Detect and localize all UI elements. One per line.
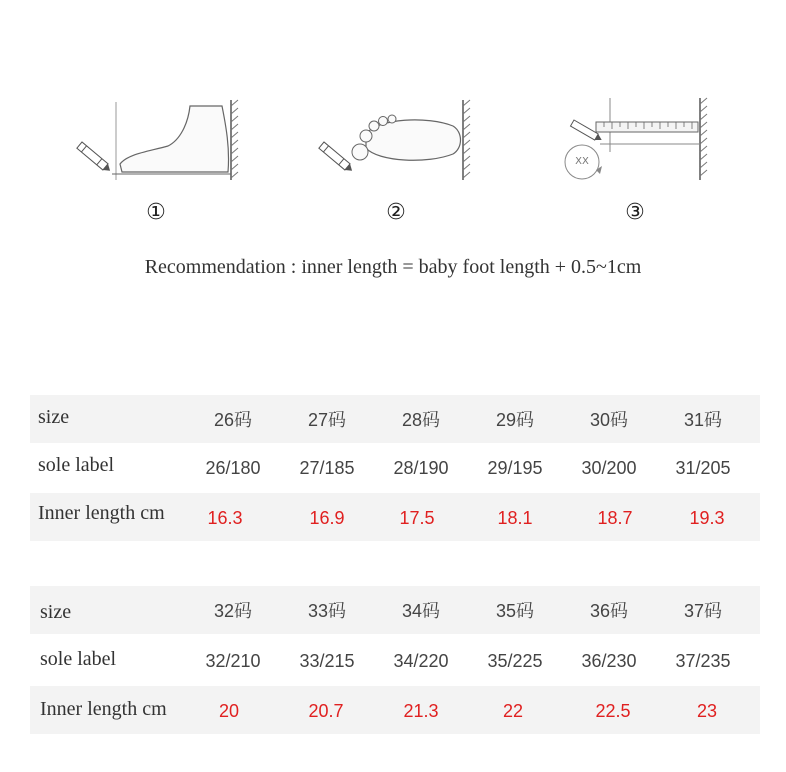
sole-cell: 28/190 [393, 458, 449, 478]
sole-row [30, 443, 760, 491]
size-cell: 35码 [495, 601, 535, 621]
sole-cell: 27/185 [299, 458, 355, 478]
size-cell: 27码 [307, 410, 347, 430]
sole-cell: 31/205 [675, 458, 731, 478]
inner-length-cell: 22 [502, 701, 524, 721]
sole-cell: 29/195 [487, 458, 543, 478]
size-cell: 36码 [589, 601, 629, 621]
sole-cell: 26/180 [205, 458, 261, 478]
size-row-label: size [38, 406, 70, 428]
sole-row [30, 636, 760, 684]
step-number-1: ① [146, 200, 166, 225]
size-cell: 28码 [401, 410, 441, 430]
inner-length-cell: 19.3 [689, 508, 725, 528]
sole-cell: 32/210 [205, 651, 261, 671]
ruler-mark-label: XX [575, 156, 589, 167]
sole-cell: 33/215 [299, 651, 355, 671]
inner-length-cell: 16.9 [309, 508, 345, 528]
size-row-label: size [40, 601, 72, 623]
size-row [30, 395, 760, 443]
foot-side-illustration [76, 92, 241, 187]
sole-cell: 30/200 [581, 458, 637, 478]
inner-length-cell: 18.1 [497, 508, 533, 528]
inner-length-cell: 23 [696, 701, 718, 721]
inner-length-cell: 20.7 [308, 701, 344, 721]
inner-length-cell: 22.5 [595, 701, 631, 721]
foot-top-illustration [318, 92, 478, 187]
sole-row-label: sole label [38, 454, 115, 476]
inner-length-row-label: Inner length cm [38, 502, 165, 524]
step-number-2: ② [386, 200, 406, 225]
recommendation-text: Recommendation : inner length = baby foot length + 0.5~1cm [144, 256, 642, 278]
inner-length-cell: 18.7 [597, 508, 633, 528]
sole-row-label: sole label [40, 648, 117, 670]
size-cell: 32码 [213, 601, 253, 621]
size-row [30, 586, 760, 634]
size-cell: 29码 [495, 410, 535, 430]
ruler-measure-illustration [560, 92, 720, 187]
inner-length-row-label: Inner length cm [40, 698, 167, 720]
step-number-3: ③ [625, 200, 645, 225]
sole-cell: 36/230 [581, 651, 637, 671]
inner-length-cell: 21.3 [403, 701, 439, 721]
size-cell: 30码 [589, 410, 629, 430]
inner-length-row [30, 493, 760, 541]
size-cell: 33码 [307, 601, 347, 621]
inner-length-cell: 16.3 [207, 508, 243, 528]
size-cell: 34码 [401, 601, 441, 621]
sole-cell: 37/235 [675, 651, 731, 671]
size-cell: 37码 [683, 601, 723, 621]
inner-length-row [30, 686, 760, 734]
inner-length-cell: 17.5 [399, 508, 435, 528]
sole-cell: 35/225 [487, 651, 543, 671]
inner-length-cell: 20 [218, 701, 240, 721]
sole-cell: 34/220 [393, 651, 449, 671]
size-cell: 26码 [213, 410, 253, 430]
size-cell: 31码 [683, 410, 723, 430]
